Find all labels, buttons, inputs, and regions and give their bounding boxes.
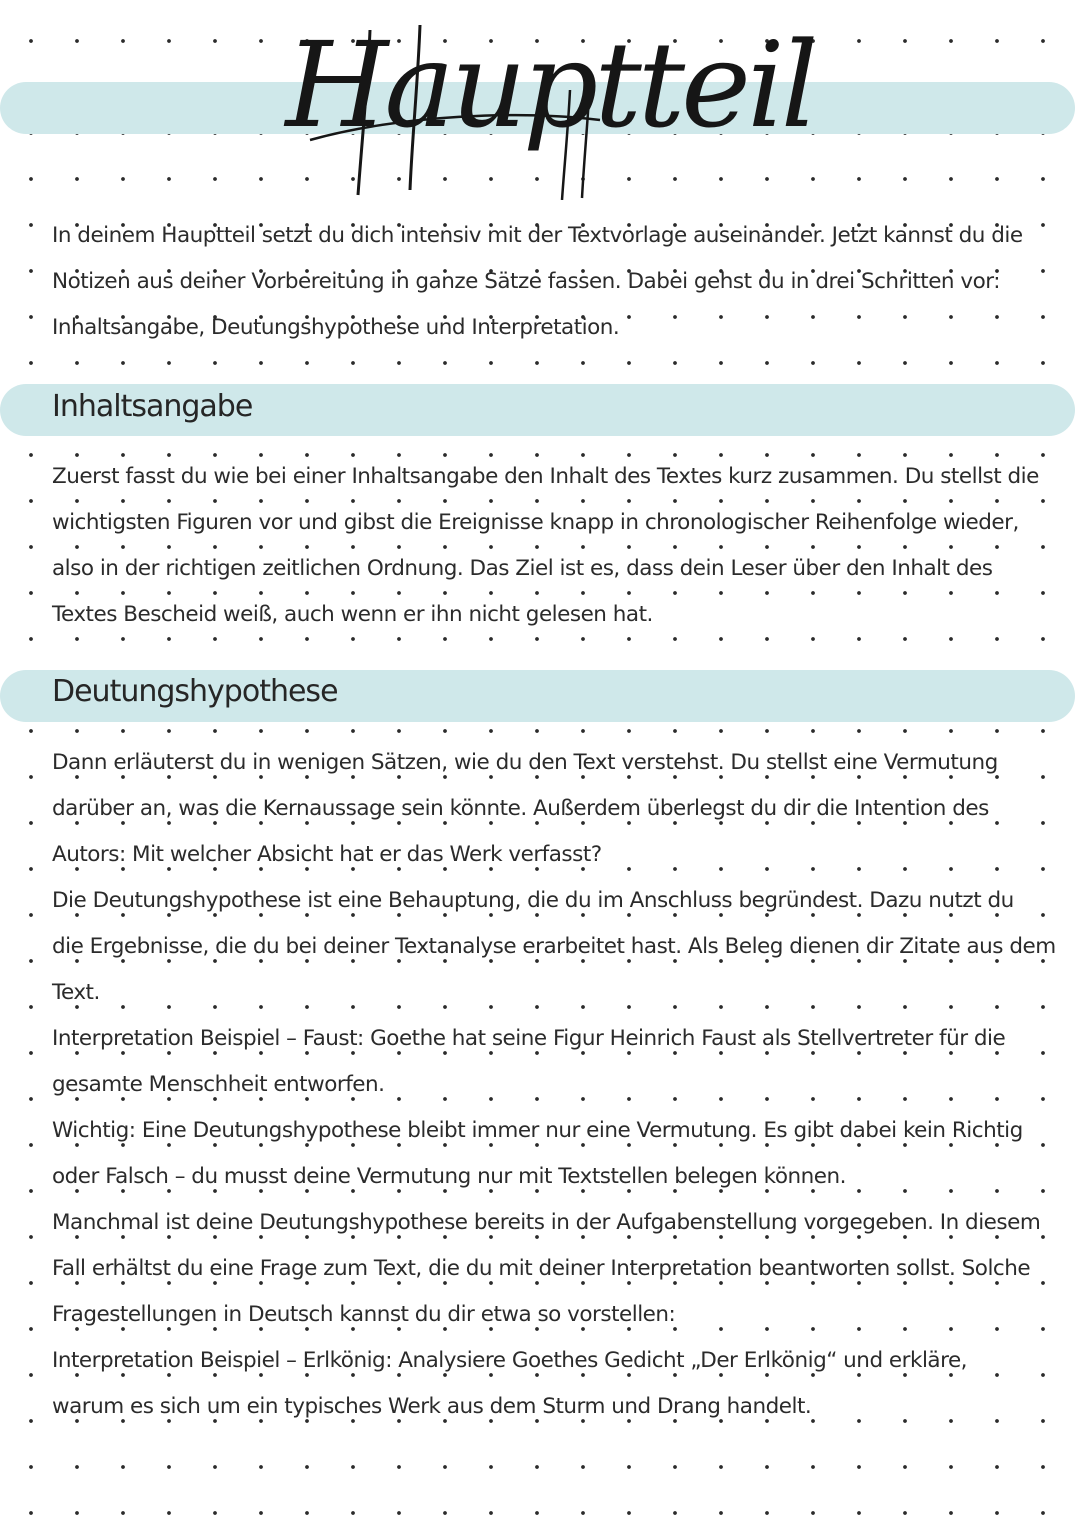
page-title: Hauptteil — [285, 16, 815, 154]
paragraph-line: oder Falsch – du musst deine Vermutung nur mit Textstellen belegen können. — [52, 1164, 846, 1189]
intro-line: Notizen aus deiner Vorbereitung in ganze Sätze fassen. Dabei gehst du in drei Schritten vor: — [52, 269, 1000, 294]
paragraph-line: darüber an, was die Kernaussage sein könnte. Außerdem überlegst du dir die Intention des — [52, 796, 989, 821]
section-heading-deutungshypothese: Deutungshypothese — [52, 674, 338, 709]
paragraph-line: wichtigsten Figuren vor und gibst die Ereignisse knapp in chronologischer Reihenfolge wieder, — [52, 510, 1019, 535]
example-line: warum es sich um ein typisches Werk aus dem Sturm und Drang handelt. — [52, 1394, 812, 1419]
paragraph-line: Wichtig: Eine Deutungshypothese bleibt immer nur eine Vermutung. Es gibt dabei kein Richtig — [52, 1118, 1023, 1143]
paragraph-line: Textes Bescheid weiß, auch wenn er ihn nicht gelesen hat. — [52, 602, 653, 627]
section-heading-inhaltsangabe: Inhaltsangabe — [52, 389, 253, 424]
paragraph-line: die Ergebnisse, die du bei deiner Textanalyse erarbeitet hast. Als Beleg dienen dir Zitate aus dem — [52, 934, 1056, 959]
paragraph-line: Fall erhältst du eine Frage zum Text, die du mit deiner Interpretation beantworten sollst. Solche — [52, 1256, 1031, 1281]
example-line: gesamte Menschheit entworfen. — [52, 1072, 385, 1097]
paragraph-line: Fragestellungen in Deutsch kannst du dir etwa so vorstellen: — [52, 1302, 676, 1327]
example-line: Interpretation Beispiel – Faust: Goethe hat seine Figur Heinrich Faust als Stellvertreter für die — [52, 1026, 1006, 1051]
paragraph-line: Die Deutungshypothese ist eine Behauptung, die du im Anschluss begründest. Dazu nutzt du — [52, 888, 1014, 913]
paragraph-line: Zuerst fasst du wie bei einer Inhaltsangabe den Inhalt des Textes kurz zusammen. Du stellst die — [52, 464, 1039, 489]
deutungshypothese-paragraph — [52, 740, 1056, 1430]
paragraph-line: Text. — [52, 980, 100, 1005]
example-line: Interpretation Beispiel – Erlkönig: Analysiere Goethes Gedicht „Der Erlkönig“ und erkläre, — [52, 1348, 968, 1373]
paragraph-line: Dann erläuterst du in wenigen Sätzen, wie du den Text verstehst. Du stellst eine Vermutung — [52, 750, 998, 775]
paragraph-line: Manchmal ist deine Deutungshypothese bereits in der Aufgabenstellung vorgegeben. In diesem — [52, 1210, 1041, 1235]
intro-line: Inhaltsangabe, Deutungshypothese und Interpretation. — [52, 315, 620, 340]
paragraph-line: Autors: Mit welcher Absicht hat er das Werk verfasst? — [52, 842, 602, 867]
intro-line: In deinem Hauptteil setzt du dich intensiv mit der Textvorlage auseinander. Jetzt kannst du die — [52, 223, 1023, 248]
intro-paragraph — [52, 213, 1037, 351]
paragraph-line: also in der richtigen zeitlichen Ordnung. Das Ziel ist es, dass dein Leser über den Inhalt des — [52, 556, 993, 581]
inhaltsangabe-paragraph — [52, 454, 1037, 638]
